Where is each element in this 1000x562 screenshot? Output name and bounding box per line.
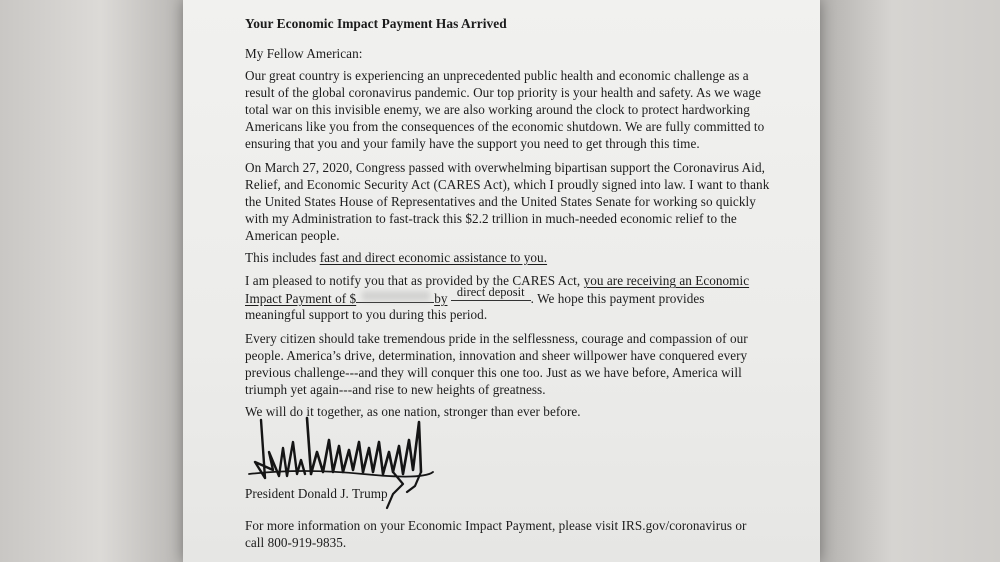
paragraph-4-tail: . We hope this payment provides bbox=[530, 291, 705, 306]
paragraph-1-line: result of the global coronavirus pandemic. Our top priority is your health and safety. As we wage bbox=[245, 85, 761, 100]
paragraph-4-lead: I am pleased to notify you that as provided by the CARES Act, bbox=[245, 273, 584, 288]
background-right bbox=[820, 0, 1000, 562]
paragraph-4-line-3: meaningful support to you during this period. bbox=[245, 307, 488, 322]
paragraph-2-line: with my Administration to fast-track this $2.2 trillion in much-needed economic relief to the bbox=[245, 211, 737, 226]
paragraph-1-line: Our great country is experiencing an unprecedented public health and economic challenge as a bbox=[245, 68, 749, 83]
payment-amount-field bbox=[356, 290, 434, 303]
paragraph-4-line-2 bbox=[245, 285, 705, 308]
paragraph-3 bbox=[245, 250, 547, 266]
payment-by-label: by bbox=[434, 291, 448, 306]
footer-line: call 800-919-9835. bbox=[245, 535, 347, 550]
paragraph-2-line: American people. bbox=[245, 228, 340, 243]
paragraph-5-line: previous challenge---and they will conquer this one too. Just as we have before, America will bbox=[245, 365, 742, 380]
payment-method-field: direct deposit bbox=[451, 285, 531, 301]
footer-line: For more information on your Economic Impact Payment, please visit IRS.gov/coronavirus or bbox=[245, 518, 747, 533]
background-left bbox=[0, 0, 183, 562]
paragraph-1-line: Americans like you from the consequences of the economic shutdown. We are fully committed to bbox=[245, 119, 765, 134]
paragraph-2-line: On March 27, 2020, Congress passed with overwhelming bipartisan support the Coronavirus Aid, bbox=[245, 160, 765, 175]
letter-title: Your Economic Impact Payment Has Arrived bbox=[245, 16, 507, 31]
redacted-amount bbox=[362, 291, 430, 301]
paragraph-3-emphasis: fast and direct economic assistance to you. bbox=[319, 250, 548, 265]
paragraph-2-line: Relief, and Economic Security Act (CARES Act), which I proudly signed into law. I want to thank bbox=[245, 177, 770, 192]
paragraph-5-line: Every citizen should take tremendous pride in the selflessness, courage and compassion of our bbox=[245, 331, 748, 346]
paragraph-5-line: people. America’s drive, determination, innovation and sheer willpower have conquered every bbox=[245, 348, 748, 363]
paragraph-6: We will do it together, as one nation, stronger than ever before. bbox=[245, 404, 581, 419]
letter-page bbox=[183, 0, 820, 562]
signatory-name: President Donald J. Trump bbox=[245, 486, 388, 501]
paragraph-1-line: ensuring that you and your family have the support you need to get through this time. bbox=[245, 136, 700, 151]
paragraph-3-lead: This includes bbox=[245, 250, 320, 265]
paragraph-1-line: total war on this invisible enemy, we are also working around the clock to protect hardworking bbox=[245, 102, 750, 117]
paragraph-2-line: the United States House of Representatives and the United States Senate for working so quickly bbox=[245, 194, 756, 209]
salutation: My Fellow American: bbox=[245, 46, 363, 61]
payment-amount-label: Impact Payment of $ bbox=[245, 291, 357, 306]
paragraph-5-line: triumph yet again---and rise to new heights of greatness. bbox=[245, 382, 546, 397]
paragraph-4-emphasis: you are receiving an Economic bbox=[583, 273, 750, 288]
